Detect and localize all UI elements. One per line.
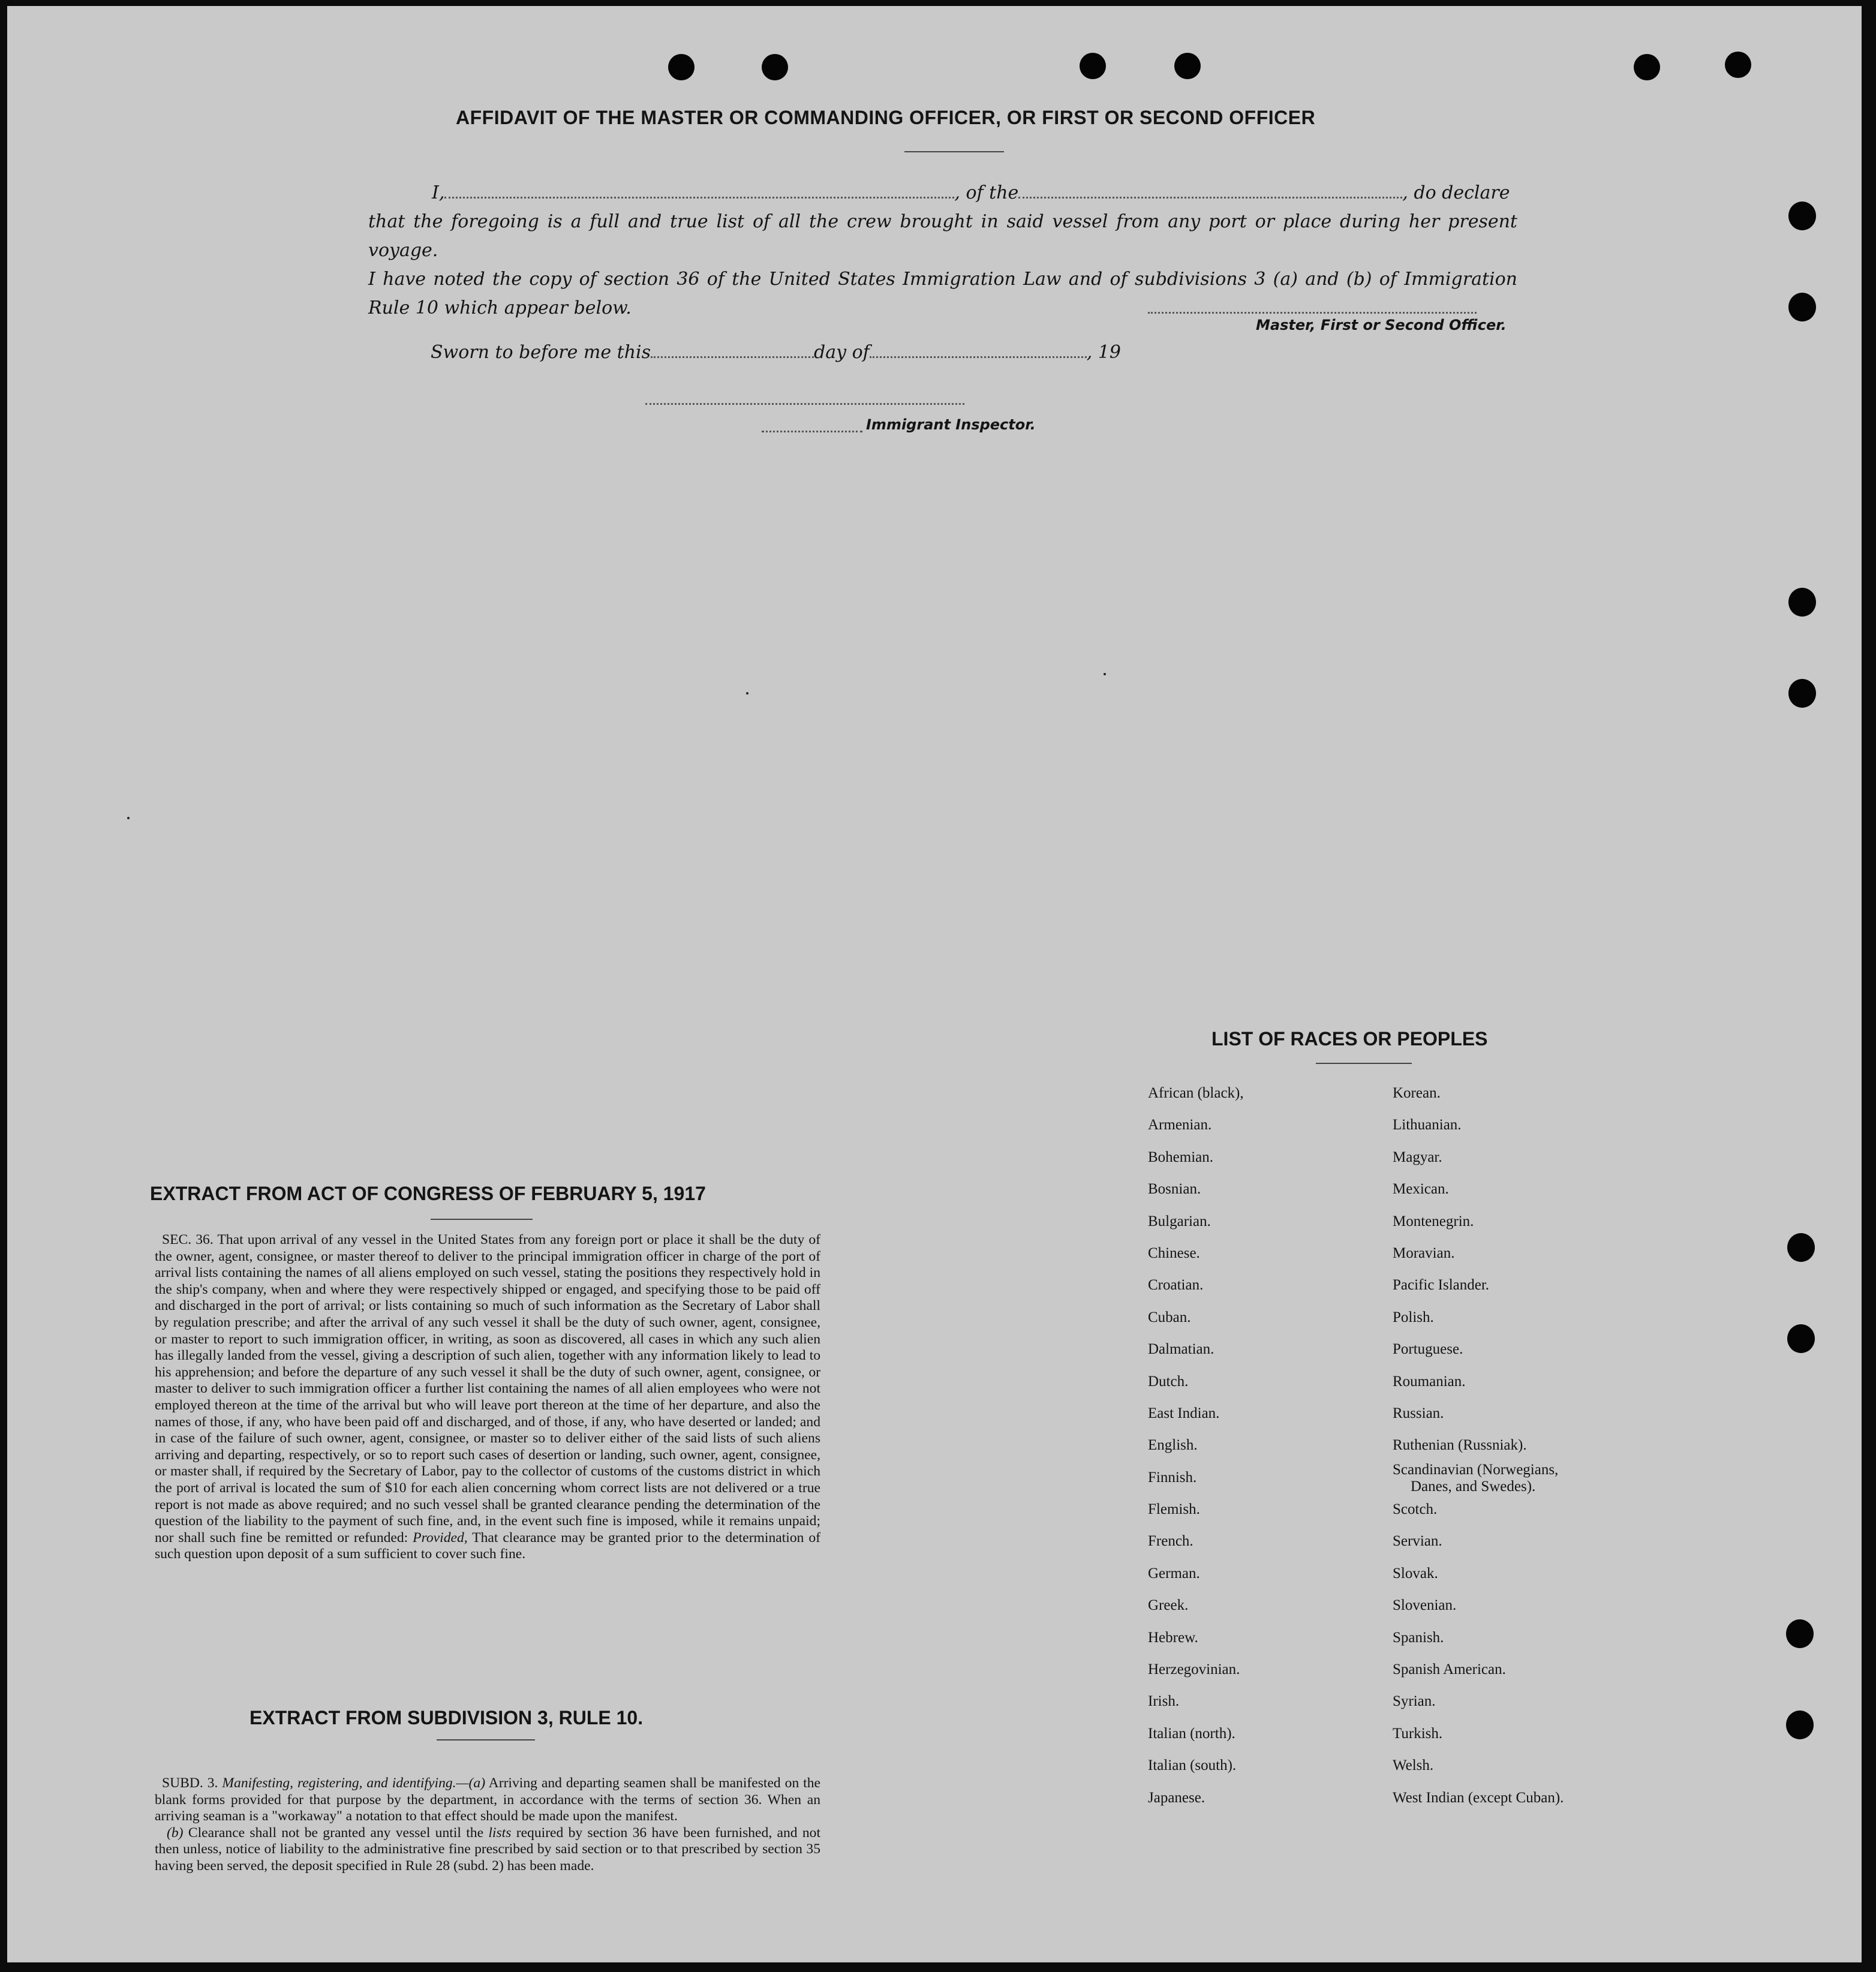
race-item	[1393, 1462, 1656, 1493]
rule-extract-body	[155, 1775, 820, 1875]
punch-hole	[1725, 52, 1751, 78]
race-item: Italian (south).	[1148, 1757, 1237, 1774]
race-item: Bosnian.	[1148, 1181, 1201, 1198]
ink-speck	[127, 817, 130, 819]
title-divider	[904, 151, 1004, 152]
declarant-prefix: I,	[432, 182, 445, 203]
race-item: Mexican.	[1393, 1181, 1449, 1198]
race-item: Greek.	[1148, 1597, 1189, 1614]
punch-hole	[668, 54, 695, 80]
sworn-line	[431, 341, 1121, 363]
subdivision-label: SUBD. 3.	[162, 1775, 218, 1791]
subdivision-heading: Manifesting, registering, and identifying.—(a)	[222, 1775, 486, 1791]
declaration-line	[368, 179, 1517, 208]
sworn-prefix: Sworn to before me this	[431, 342, 651, 363]
punch-hole	[762, 54, 788, 80]
race-item: English.	[1148, 1437, 1198, 1454]
race-item: Bohemian.	[1148, 1149, 1214, 1165]
race-item: German.	[1148, 1565, 1200, 1582]
punch-hole	[1786, 1711, 1814, 1739]
race-item-line: Danes, and Swedes).	[1411, 1478, 1536, 1495]
section-36-text: SEC. 36. That upon arrival of any vessel in the United States from any foreign port or place it shall be the duty of the owner, agent, consignee, or master thereof to deliver to the principal immigration officer in charge of the port of arrival lists containing the names of all aliens employed on such vessel, stating the positions they respectively hold in the ship's company, when and where they were respectively shipped or engaged, and specifying those to be paid off and discharged in the port of arrival; or lists containing so much of such information as the Secretary of Labor shall by regulation prescribe; and after the arrival of any such vessel it shall be the duty of such owner, agent, consignee, or master to report to such immigration officer, in writing, as soon as discovered, all cases in which any such alien has illegally landed from the vessel, giving a description of such alien, together with any information likely to lead to his apprehension; and before the departure of any such vessel it shall be the duty of such owner, agent, consignee, or master to deliver to such immigration officer a further list containing the names of all alien employees who were not employed thereon at the time of the arrival but who will leave port thereon at the time of her departure, and also the names of those, if any, who have been paid off and discharged, and of those, if any, who have deserted or landed; and in case of the failure of such owner, agent, consignee, or master so to deliver either of the said lists of such aliens arriving and departing, respectively, or so to report such cases of desertion or landing, such owner, agent, consignee, or master shall, if required by the Secretary of Labor, pay to the collector of customs of the customs district in which the port of arrival is located the sum of $10 for each alien concerning whom correct lists are not delivered or a true report is not made as above required; and no such vessel shall be granted clearance pending the determination of the question of the liability to the payment of such fine, and, in the event such fine is imposed, while it remains unpaid; nor shall such fine be remitted or refunded:	[155, 1232, 820, 1546]
inspector-signature-label: Immigrant Inspector.	[866, 416, 1036, 433]
subdivision-a-paragraph	[155, 1775, 820, 1825]
punch-hole	[1787, 1324, 1815, 1353]
sworn-month-blank[interactable]	[870, 341, 1087, 358]
race-item: Syrian.	[1393, 1693, 1436, 1710]
race-item: African (black),	[1148, 1085, 1244, 1101]
sworn-year-prefix: , 19	[1086, 342, 1122, 363]
declaration-text: I have noted the copy of section 36 of the United States Immigration Law and of subdivisions 3 (a) and (b) of Immigration	[368, 269, 1517, 290]
declare-suffix: , do declare	[1402, 182, 1510, 203]
punch-hole	[1788, 679, 1816, 708]
race-item: Japanese.	[1148, 1789, 1205, 1806]
race-item: Russian.	[1393, 1405, 1444, 1421]
inspector-signature-lead	[762, 431, 862, 432]
act-extract-title: EXTRACT FROM ACT OF CONGRESS OF FEBRUARY 5, 1917	[150, 1183, 706, 1204]
punch-hole	[1788, 202, 1816, 230]
race-item: Irish.	[1148, 1693, 1180, 1710]
section-36-text-end: That clearance may be granted prior to the determination of such question upon deposit of a sum sufficient to cover such fine.	[155, 1529, 820, 1562]
race-item: Spanish.	[1393, 1629, 1444, 1646]
race-item: Chinese.	[1148, 1244, 1200, 1261]
race-item-line: Scandinavian (Norwegians,	[1393, 1461, 1559, 1478]
sworn-day-blank[interactable]	[651, 341, 814, 358]
races-column-left	[1148, 1077, 1364, 1814]
race-item: French.	[1148, 1533, 1193, 1550]
race-item: Portuguese.	[1393, 1341, 1463, 1358]
punch-hole	[1788, 293, 1816, 321]
section-36-paragraph	[155, 1232, 820, 1563]
race-item: Dutch.	[1148, 1373, 1189, 1390]
race-item: Servian.	[1393, 1533, 1442, 1550]
race-item: Ruthenian (Russniak).	[1393, 1437, 1527, 1454]
inspector-signature-blank[interactable]	[645, 403, 964, 405]
race-item: Slovak.	[1393, 1565, 1438, 1582]
race-item: West Indian (except Cuban).	[1393, 1789, 1564, 1806]
race-item: Flemish.	[1148, 1501, 1200, 1518]
punch-hole	[1634, 54, 1660, 80]
race-item: East Indian.	[1148, 1405, 1220, 1421]
race-item: Montenegrin.	[1393, 1213, 1474, 1230]
race-item: Lithuanian.	[1393, 1117, 1462, 1134]
punch-hole	[1788, 588, 1816, 617]
provided-clause: Provided,	[413, 1529, 468, 1546]
declaration-text: Rule 10 which appear below.	[368, 297, 632, 318]
subdivision-b-text-end: required by section 36 have been furnished, and not then unless, notice of liability to the administrative fine prescribed by said section or to that prescribed by section 35 having been served, the deposit specified in Rule 28 (subd. 2) has been made.	[155, 1824, 821, 1874]
vessel-name-blank[interactable]	[1018, 181, 1402, 199]
declaration-text: that the foregoing is a full and true list of all the crew brought in said vessel from any port or place during her present voyage.	[368, 211, 1517, 261]
race-item: Turkish.	[1393, 1725, 1443, 1742]
ink-speck	[746, 692, 748, 695]
master-signature-label: Master, First or Second Officer.	[1256, 317, 1507, 333]
race-item: Dalmatian.	[1148, 1341, 1214, 1358]
punch-hole	[1080, 53, 1106, 79]
race-item: Welsh.	[1393, 1757, 1434, 1774]
race-item: Armenian.	[1148, 1117, 1212, 1134]
affidavit-statement	[368, 179, 1517, 323]
race-item: Scotch.	[1393, 1501, 1438, 1518]
affidavit-title: AFFIDAVIT OF THE MASTER OR COMMANDING OFFICER, OR FIRST OR SECOND OFFICER	[456, 107, 1316, 128]
subdivision-b-paragraph	[155, 1825, 820, 1875]
declarant-name-blank[interactable]	[444, 181, 954, 199]
race-item: Moravian.	[1393, 1244, 1455, 1261]
race-item: Polish.	[1393, 1309, 1434, 1325]
title-divider	[431, 1219, 533, 1220]
race-item: Cuban.	[1148, 1309, 1191, 1325]
race-item: Croatian.	[1148, 1277, 1204, 1294]
sworn-day-of: day of	[814, 342, 870, 363]
punch-hole	[1786, 1619, 1814, 1648]
race-item: Finnish.	[1148, 1469, 1197, 1486]
act-extract-body	[155, 1232, 820, 1563]
race-item: Magyar.	[1393, 1149, 1442, 1165]
subdivision-b-text: Clearance shall not be granted any vessel until the	[188, 1824, 484, 1841]
race-item: Herzegovinian.	[1148, 1661, 1240, 1678]
subdivision-a-text: Arriving and departing seamen shall be manifested on the blank forms provided for that purpose by the department, in accordance with the terms of section 36. When an arriving seaman is a "workaway" a notation to that effect should be made upon the manifest.	[155, 1775, 820, 1824]
punch-hole	[1787, 1233, 1815, 1262]
race-item: Bulgarian.	[1148, 1213, 1211, 1230]
races-list-title: LIST OF RACES OR PEOPLES	[1211, 1028, 1488, 1050]
title-divider	[1316, 1063, 1412, 1064]
vessel-prefix: , of the	[954, 182, 1019, 203]
race-item: Pacific Islander.	[1393, 1277, 1490, 1294]
race-item: Spanish American.	[1393, 1661, 1506, 1678]
punch-hole	[1174, 53, 1201, 79]
race-item: Slovenian.	[1393, 1597, 1457, 1614]
races-column-right	[1393, 1077, 1656, 1814]
ink-speck	[1104, 673, 1106, 675]
lists-word: lists	[488, 1824, 512, 1841]
master-signature-blank[interactable]	[1148, 312, 1477, 314]
race-item: Italian (north).	[1148, 1725, 1235, 1742]
race-item: Korean.	[1393, 1085, 1441, 1101]
title-divider	[437, 1739, 535, 1740]
race-item: Hebrew.	[1148, 1629, 1198, 1646]
race-item: Roumanian.	[1393, 1373, 1466, 1390]
subdivision-b-label: (b)	[167, 1824, 184, 1841]
rule-extract-title: EXTRACT FROM SUBDIVISION 3, RULE 10.	[249, 1707, 644, 1728]
